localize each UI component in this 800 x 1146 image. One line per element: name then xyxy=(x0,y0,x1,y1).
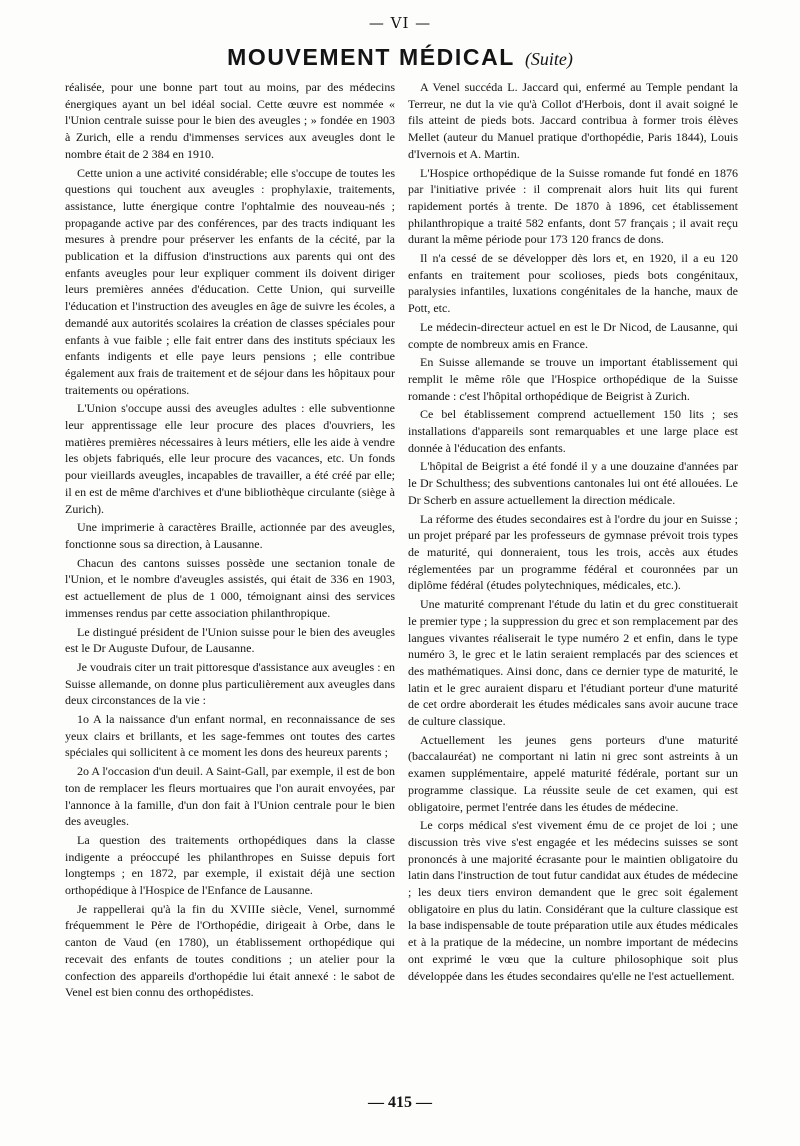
paragraph: Il n'a cessé de se développer dès lors et, en 1920, il a eu 120 enfants en traitement pour scolioses, pieds bots congénitaux, paralysies infantiles, luxations congénitales de la hanche, maux de Pott, etc. xyxy=(408,251,738,316)
right-column xyxy=(408,79,738,986)
paragraph: La question des traitements orthopédiques dans la classe indigente a préoccupé les philanthropes en Suisse depuis fort longtemps ; en 1872, par exemple, il existait déjà une section orthopédique à l'Hospice de l'Enfance de Lausanne. xyxy=(65,832,395,898)
paragraph: 1o A la naissance d'un enfant normal, en reconnaissance de ses yeux clairs et brillants, et les sage-femmes ont toutes des cartes spéciales qui sollicitent à ce moment les dons des heureux parents ; xyxy=(65,712,395,760)
paragraph: L'hôpital de Beigrist a été fondé il y a une douzaine d'années par le Dr Schulthess; des subventions cantonales lui ont été allouées. Le Dr Scherb en assure actuellement la direction médicale. xyxy=(408,459,738,507)
paragraph: Ce bel établissement comprend actuellement 150 lits ; ses installations d'appareils sont remarquables et une large place est donnée à l'éducation des enfants. xyxy=(408,407,738,455)
paragraph: Le distingué président de l'Union suisse pour le bien des aveugles est le Dr Auguste Dufour, de Lausanne. xyxy=(65,624,395,656)
page-number: — 415 — xyxy=(368,1094,432,1111)
paragraph: La réforme des études secondaires est à l'ordre du jour en Suisse ; un projet préparé par les professeurs de gymnase prévoit trois types de maturité, qui donneraient, tous les trois, accès aux études réglementées par un programme fédéral et couronnées par un diplôme fédéral (études polytechniques, médicales, etc.). xyxy=(408,511,738,593)
paragraph: Une imprimerie à caractères Braille, actionnée par des aveugles, fonctionne sous sa direction, à Lausanne. xyxy=(65,520,395,551)
paragraph: Je rappellerai qu'à la fin du XVIIIe siècle, Venel, surnommé fréquemment le Père de l'Orthopédie, dirigeait à Orbe, dans le canton de Vaud (en 1780), un établissement orthopédique qui recevait des enfants de toutes conditions ; un atelier pour la confection des appareils d'orthopédie lui était annexé : le sabot de Venel est bien connu des orthopédistes. xyxy=(65,901,395,1000)
left-column xyxy=(65,79,395,1003)
paragraph: Le médecin-directeur actuel en est le Dr Nicod, de Lausanne, qui compte de nombreux amis en France. xyxy=(408,319,738,351)
paragraph: réalisée, pour une bonne part tout au moins, par des médecins énergiques ayant un bel idéal social. Cette œuvre est nommée « l'Union centrale suisse pour le bien des aveugles ; » fondée en 1903 à Zurich, elle a rendu d'immenses services aux aveugles dont le nombre était de 2 384 en 1910. xyxy=(65,80,395,161)
paragraph: Cette union a une activité considérable; elle s'occupe de toutes les questions qui touchent aux aveugles : prophylaxie, traitements, assistance, lutte énergique contre l'ophtalmie des nouveau-nés ; propagande active par des conférences, par des tracts indiquant les mesures à prendre pour préserver les enfants de la cécité, par la publication et la diffusion d'instructions aux parents qui ont des enfants aveugles pour leur expliquer comment ils doivent diriger leurs premières années d'éducation. Cette Union, qui surveille l'éducation et l'instruction des aveugles en âge de suivre les écoles, a demandé aux autorités scolaires la création de classes spéciales pour enfants à vue faible ; elle fait entrer dans des instituts spéciaux les enfants indigents et elle paye leurs pensions ; elle contribue également aux frais de traitement et de séjour dans les hôpitaux pour traitements ou opérations. xyxy=(65,165,395,397)
paragraph: Chacun des cantons suisses possède une sectanion tonale de l'Union, et le nombre d'aveugles assistés, qui était de 336 en 1903, est actuellement de plus de 1 000, témoignant ainsi des services immenses rendus par cette association philanthropique. xyxy=(65,555,395,620)
paragraph: Une maturité comprenant l'étude du latin et du grec constituerait le premier type ; la suppression du grec et son remplacement par des langues vivantes réaliserait le type numéro 2 et enfin, dans le type numéro 3, le grec et le latin seraient remplacés par des sciences et des mathématiques. Ainsi donc, dans ce dernier type de maturité, le latin et le grec auraient disparu et l'étudiant porteur d'une maturité de cet ordre aborderait les études médicales sans avoir aucune trace de culture classique. xyxy=(408,597,738,729)
page-number-roman: — VI — xyxy=(368,14,432,32)
paragraph: A Venel succéda L. Jaccard qui, enfermé au Temple pendant la Terreur, ne dut la vie qu'à Collot d'Herbois, dont il avait soigné le fils atteint de pieds bots. Jaccard contribua à former trois élèves Mellet (auteur du Manuel pratique d'orthopédie, Paris 1844), Louis d'Ivernois et A. Martin. xyxy=(408,80,738,161)
paragraph: L'Hospice orthopédique de la Suisse romande fut fondé en 1876 par l'initiative privée : il comprenait alors huit lits qui furent rapidement portés à trente. De 1870 à 1896, cet établissement philanthropique a traité 582 enfants, dont 57 français ; il avait reçu durant la même période pour 173 120 francs de dons. xyxy=(408,165,738,247)
page-title-suite: (Suite) xyxy=(524,49,573,69)
paragraph: Je voudrais citer un trait pittoresque d'assistance aux aveugles : en Suisse allemande, on donne plus particulièrement aux aveugles dans deux circonstances de la vie : xyxy=(65,659,395,708)
paragraph: L'Union s'occupe aussi des aveugles adultes : elle subventionne leur apprentissage elle leur procure des places d'ouvriers, les matières premières nécessaires à leurs métiers, elle les aide à vendre les objets fabriqués, elle leur procure des vacances, etc. Un fonds pour vieillards aveugles, incapables de travailler, a été créé par elle; il en est de même d'archives et d'une bibliothèque circulante (siège à Zurich). xyxy=(65,401,395,516)
paragraph: Le corps médical s'est vivement ému de ce projet de loi ; une discussion très vive s'est engagée et les médecins suisses se sont prononcés à une majorité écrasante pour le maintien obligatoire du latin dans l'instruction de tout futur candidat aux études de médecine ; les deux tiers environ demandent que le grec soit également obligatoire en plus du latin. Considérant que la culture classique est la base indispensable de toute préparation utile aux études médicales et à la pratique de la médecine, un nombre important de médecins ont exprimé le vœu que la culture philosophique soit plus développée dans les études secondaires qu'elle ne l'est actuellement. xyxy=(408,818,738,983)
page-title: MOUVEMENT MÉDICAL xyxy=(227,44,515,70)
paragraph: Actuellement les jeunes gens porteurs d'une maturité (baccalauréat) ne comportant ni latin ni grec sont astreints à un examen supplémentaire, appelé maturité fédérale, portant sur un programme classique. La réussite seule de cet examen, qui est obligatoire, permet l'entrée dans les études de médecine. xyxy=(408,732,738,814)
paragraph: 2o A l'occasion d'un deuil. A Saint-Gall, par exemple, il est de bon ton de remplacer les fleurs mortuaires que l'on aurait envoyées, par l'annonce à la famille, d'un don fait à l'Union centrale pour le bien des aveugles. xyxy=(65,764,395,829)
page-header xyxy=(0,44,800,71)
paragraph: En Suisse allemande se trouve un important établissement qui remplit le même rôle que l'Hospice orthopédique de la Suisse romande : c'est l'hôpital orthopédique de Beigrist à Zurich. xyxy=(408,355,738,403)
